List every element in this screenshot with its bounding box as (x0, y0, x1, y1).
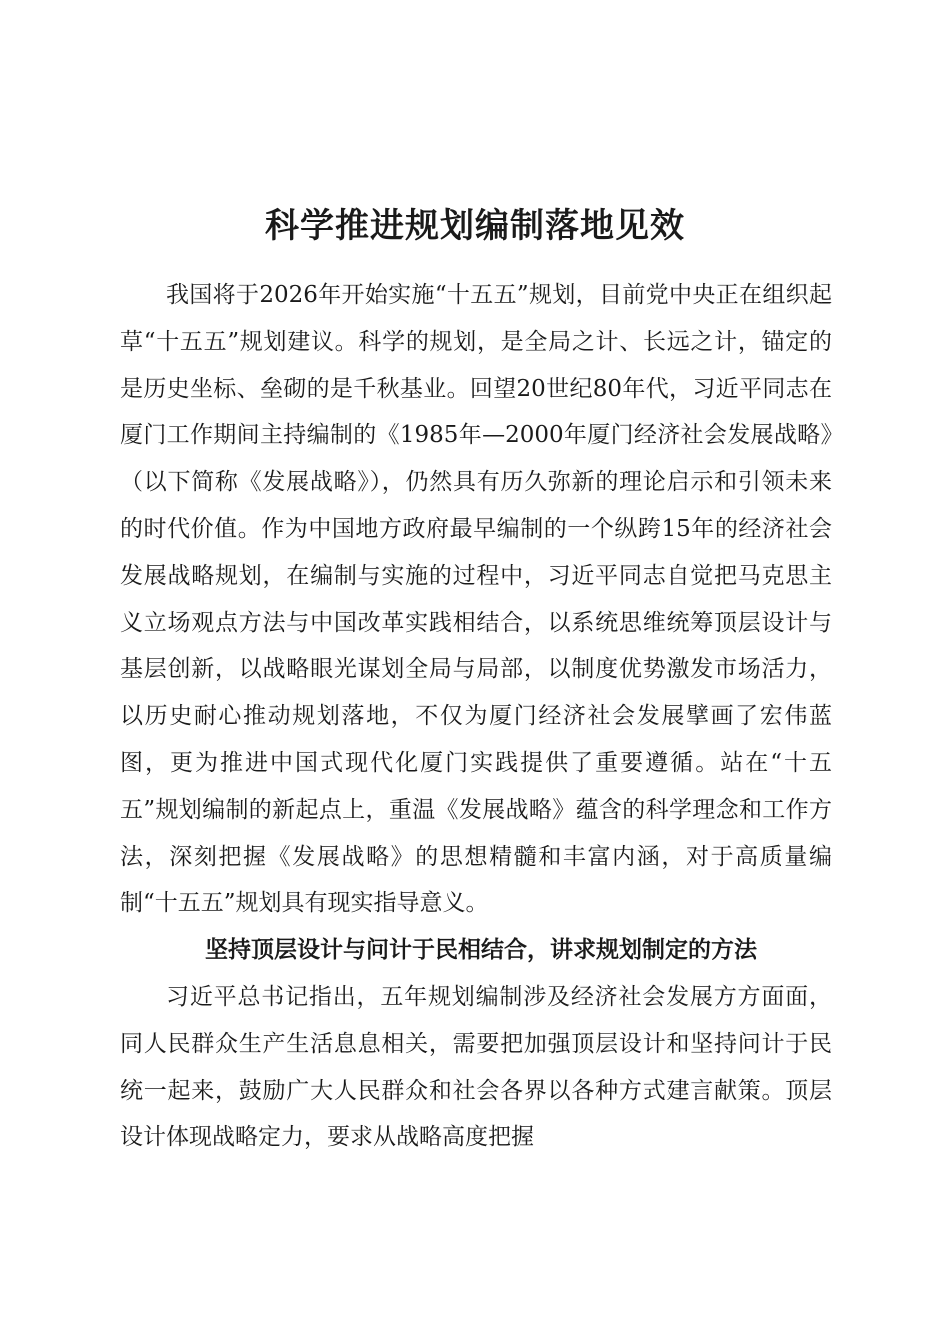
section-heading: 坚持顶层设计与问计于民相结合，讲求规划制定的方法 (205, 937, 757, 964)
document-body (120, 272, 832, 1161)
paragraph-intro: 我国将于2026年开始实施“十五五”规划，目前党中央正在组织起草“十五五”规划建议。科学的规划，是全局之计、长远之计，锚定的是历史坐标、垒砌的是千秋基业。回望20世纪80年代，习近平同志在厦门工作期间主持编制的《1985年—2000年厦门经济社会发展战略》（以下简称《发展战略》），仍然具有历久弥新的理论启示和引领未来的时代价值。作为中国地方政府最早编制的一个纵跨15年的经济社会发展战略规划，在编制与实施的过程中，习近平同志自觉把马克思主义立场观点方法与中国改革实践相结合，以系统思维统筹顶层设计与基层创新，以战略眼光谋划全局与局部，以制度优势激发市场活力，以历史耐心推动规划落地，不仅为厦门经济社会发展擘画了宏伟蓝图，更为推进中国式现代化厦门实践提供了重要遵循。站在“十五五”规划编制的新起点上，重温《发展战略》蕴含的科学理念和工作方法，深刻把握《发展战略》的思想精髓和丰富内涵，对于高质量编制“十五五”规划具有现实指导意义。 (120, 282, 832, 917)
document-title: 科学推进规划编制落地见效 (265, 205, 685, 246)
paragraph-section-1: 习近平总书记指出，五年规划编制涉及经济社会发展方方面面，同人民群众生产生活息息相关，需要把加强顶层设计和坚持问计于民统一起来，鼓励广大人民群众和社会各界以各种方式建言献策。顶层设计体现战略定力，要求从战略高度把握 (120, 983, 832, 1151)
